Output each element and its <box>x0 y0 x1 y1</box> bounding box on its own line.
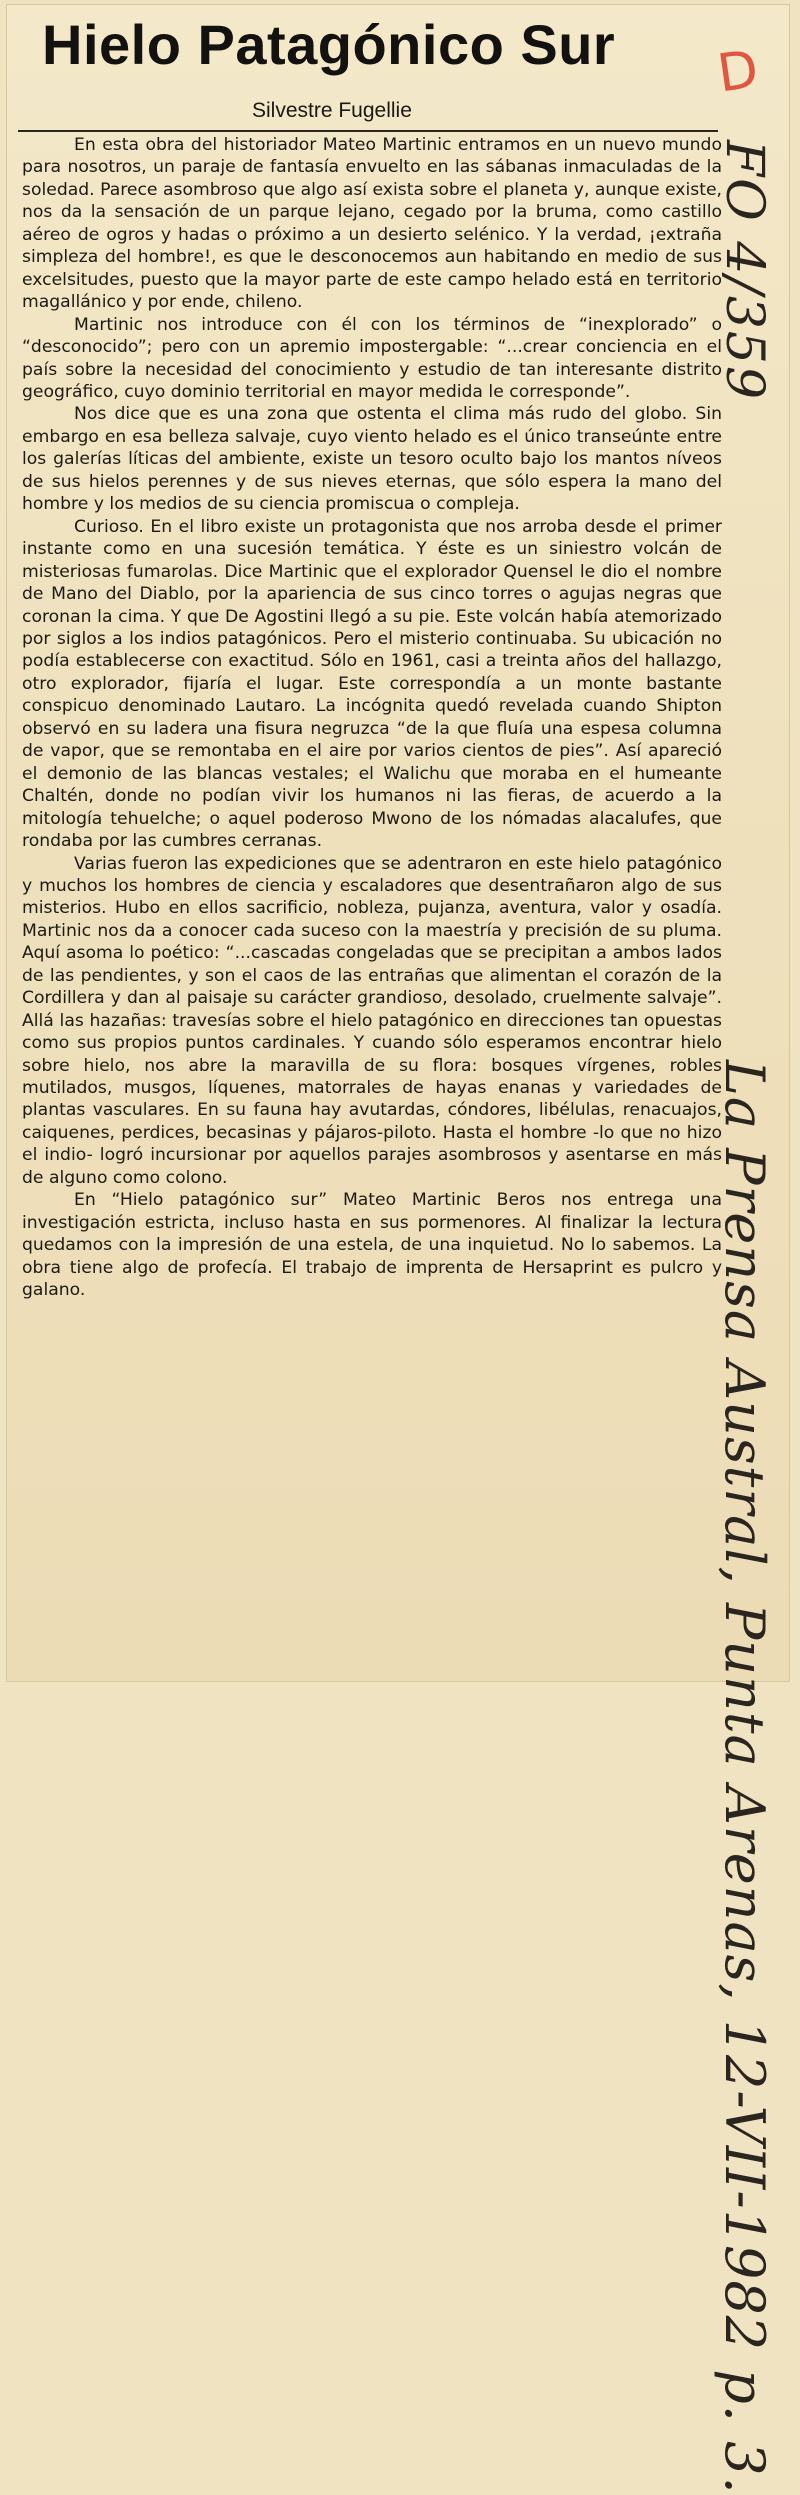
article-title: Hielo Patagónico Sur <box>42 13 616 76</box>
paragraph-5: Varias fueron las expediciones que se adentraron en este hielo patagónico y muchos los hombres de ciencia y escaladores que desentrañaron algo de sus misterios. Hubo en ellos sacrificio, nobleza, pujanza, aventura, valor y osadía. Martinic nos da a conocer cada suceso con la maestría y precisión de su pluma. Aquí asoma lo poético: “...cascadas congeladas que se precipitan a ambos lados de las pendientes, y son el caos de las entrañas que alimentan el corazón de la Cordillera y dan al paisaje su carácter grandioso, desolado, cruelmente salvaje”. Allá las hazañas: travesías sobre el hielo patagónico en direcciones tan opuestas como sus propios puntos cardinales. Y cuando sólo esperamos encontrar hielo sobre hielo, nos abre la maravilla de su flora: bosques vírgenes, robles mutilados, musgos, líquenes, matorrales de hayas enanas y variedades de plantas vasculares. En su fauna hay avutardas, cóndores, libélulas, renacuajos, caiquenes, perdices, becasinas y pájaros-piloto. Hasta el hombre -lo que no hizo el indio- logró incursionar por aquellos parajes asombrosos y asentarse en más de alguno como colono. <box>22 853 722 1188</box>
title-divider <box>18 130 718 132</box>
article-clipping <box>14 0 722 1680</box>
paragraph-3: Nos dice que es una zona que ostenta el clima más rudo del globo. Sin embargo en esa belleza salvaje, cuyo viento helado es el único transeúnte entre los galerías líticas del ambiente, existe un tesoro oculto bajo los mantos níveos de sus hielos perennes y de sus nieves eternas, que sólo espera la mano del hombre y los medios de su ciencia promiscua o compleja. <box>22 404 722 515</box>
archive-reference-note: FO 4/359 <box>714 140 774 402</box>
paragraph-4: Curioso. En el libro existe un protagonista que nos arroba desde el primer instante como en una sucesión temática. Y éste es un siniestro volcán de misteriosas fumarolas. Dice Martinic que el explorador Quensel le dio el nombre de Mano del Diablo, por la apariencia de sus cinco torres o agujas negras que coronan la cima. Y que De Agostini llegó a su pie. Este volcán había atemorizado por siglos a los indios patagónicos. Pero el misterio continuaba. Su ubicación no podía establecerse con exactitud. Sólo en 1961, casi a treinta años del hallazgo, otro explorador, fijaría el lugar. Este correspondía a un monte bastante conspicuo denominado Lautaro. La incógnita quedó revelada cuando Shipton observó en su ladera una fisura negruzca “de la que fluía una espesa columna de vapor, que se remontaba en el aire por varios cientos de pies”. Así apareció el demonio de las blancas vestales; el Walichu que moraba en el humeante Chaltén, donde no podían vivir los humanos ni las fieras, de acuerdo a la mitología tehuelche; o aquel poderoso Mwono de los nómadas alacalufes, que rondaba por las cumbres cerranas. <box>22 516 722 852</box>
paragraph-2: Martinic nos introduce con él con los términos de “inexplorado” o “desconocido”; pero con un apremio impostergable: “...crear conciencia en el país sobre la necesidad del conocimiento y estudio de tan interesante distrito geográfico, cuyo dominio territorial en mayor medida le corresponde”. <box>22 314 722 402</box>
article-body <box>22 134 722 1302</box>
paragraph-1: En esta obra del historiador Mateo Martinic entramos en un nuevo mundo para nosotros, un paraje de fantasía envuelto en las sábanas inmaculadas de la soledad. Parece asombroso que algo así exista sobre el planeta y, aunque existe, nos da la sensación de un parque lejano, cegado por la bruma, como castillo aéreo de ogros y hadas o próximo a un desierto selénico. Y la verdad, ¡extraña simpleza del hombre!, es que le desconocemos aun habitando en medio de sus excelsitudes, puesto que la mayor parte de este campo helado está en territorio magallánico y por ende, chileno. <box>22 135 722 313</box>
paragraph-6: En “Hielo patagónico sur” Mateo Martinic Beros nos entrega una investigación estricta, incluso hasta en sus pormenores. Al finalizar la lectura quedamos con la impresión de una estela, de una inquietud. No lo sabemos. La obra tiene algo de profecía. El trabajo de imprenta de Hersaprint es pulcro y galano. <box>22 1190 722 1301</box>
article-author: Silvestre Fugellie <box>252 99 412 122</box>
red-handwritten-mark: D <box>714 39 763 105</box>
source-citation-note: La Prensa Austral, Punta Arenas, 12-VII-1982 p. 3. <box>713 1060 776 2495</box>
